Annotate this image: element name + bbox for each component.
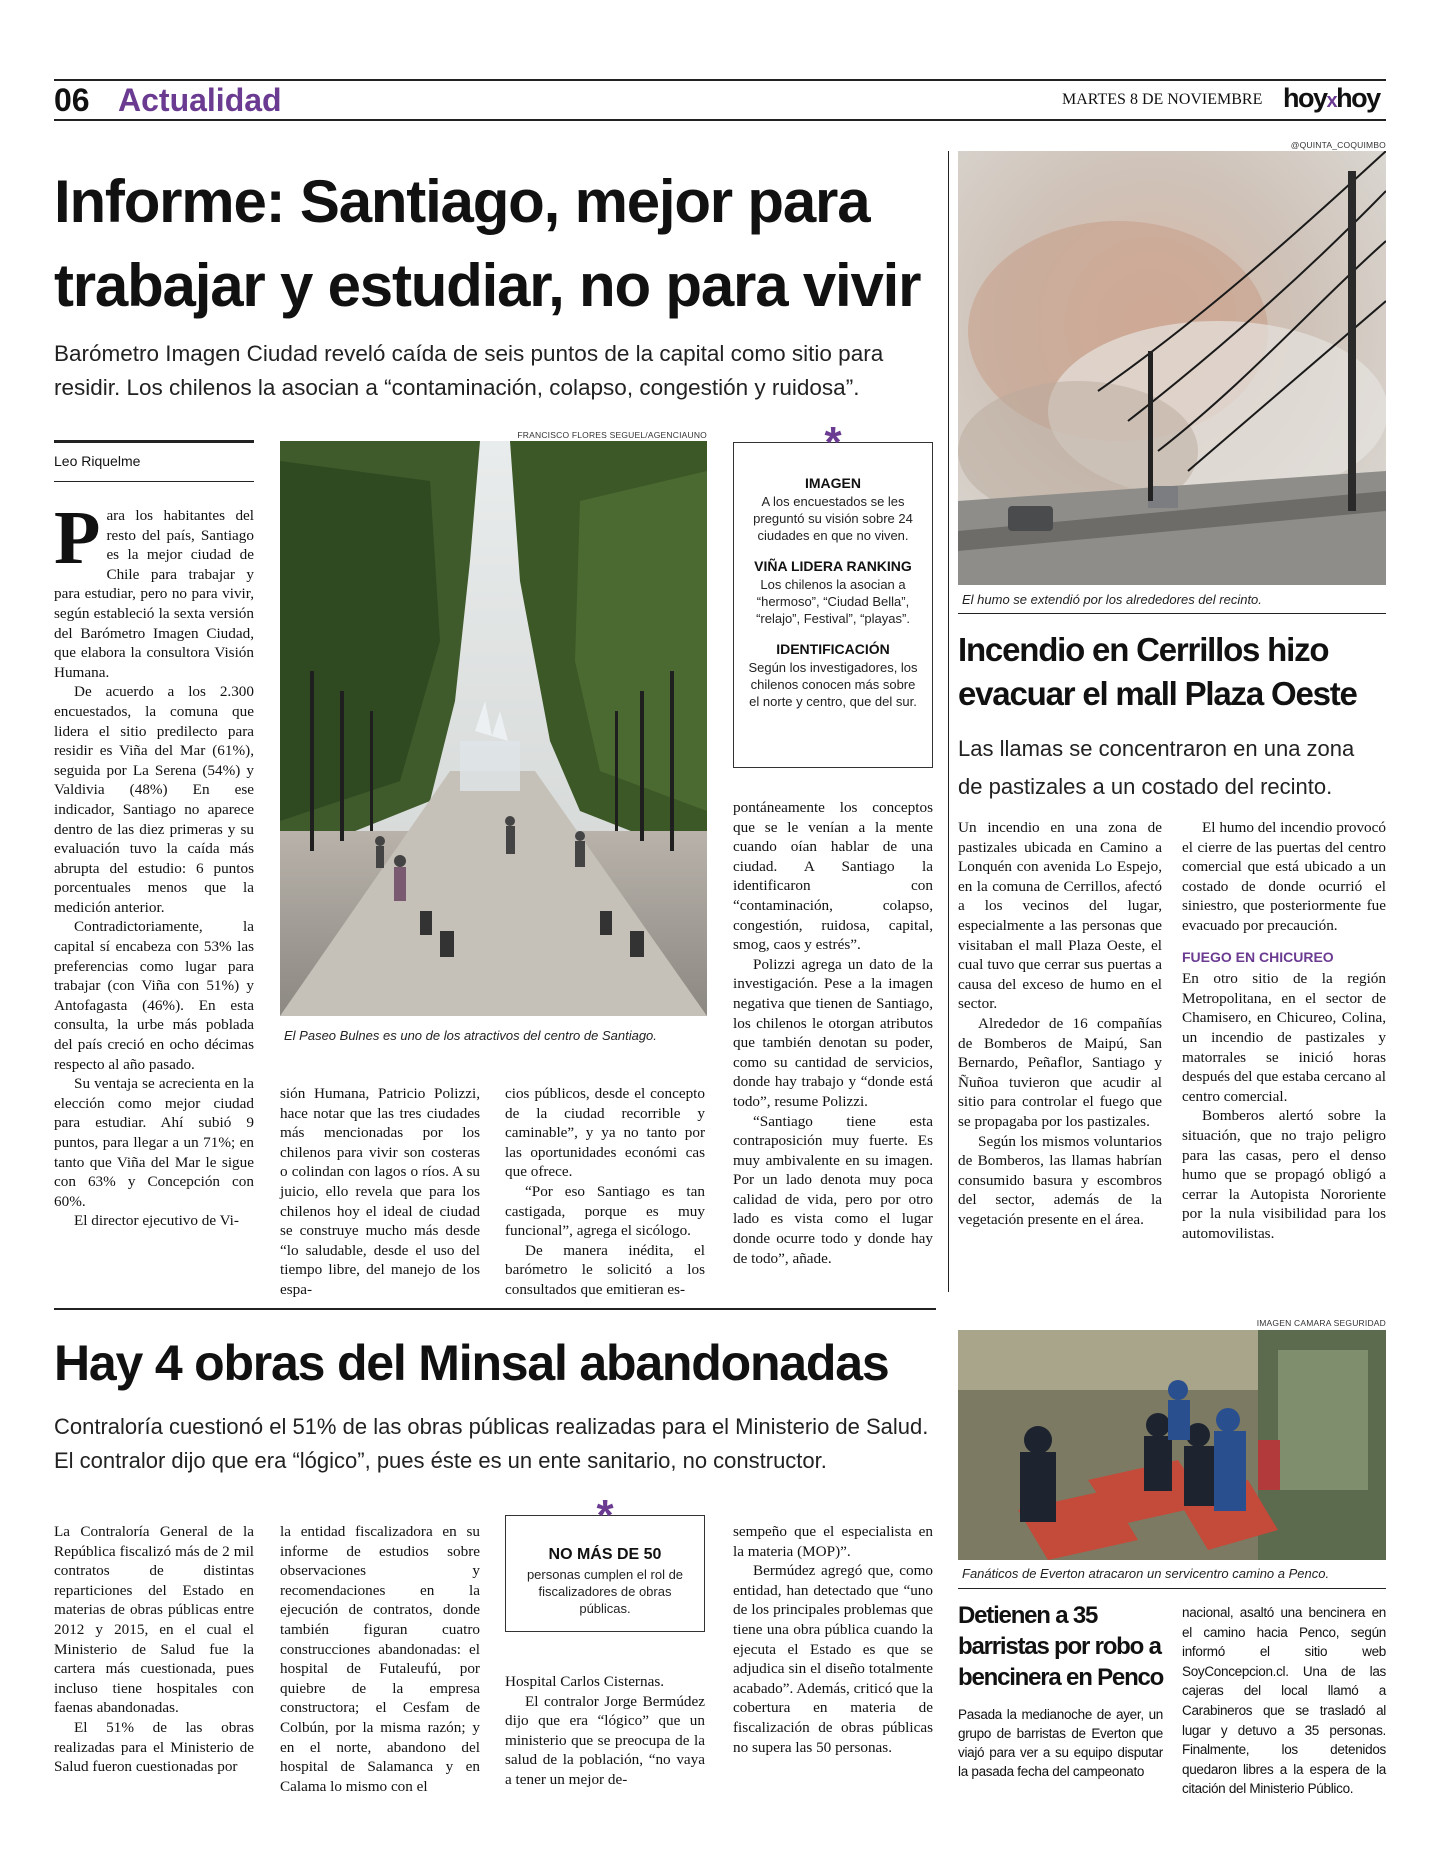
main-headline: Informe: Santiago, mejor para trabajar y estudiar, no para vivir — [54, 168, 921, 319]
fire-subhead: FUEGO EN CHICUREO — [1182, 948, 1334, 965]
dropcap: P — [54, 496, 101, 580]
minsal-headline: Hay 4 obras del Minsal abandonadas — [54, 1335, 889, 1391]
caption-rule — [958, 1588, 1386, 1589]
brand-logo: hoyxhoy — [1283, 83, 1380, 113]
sidebar-text: personas cumplen el rol de fiscalizadores de obras públicas. — [526, 1567, 684, 1616]
main-article-col1 — [54, 496, 254, 1231]
sidebar-item-text: A los encuestados se les preguntó su visión sobre 24 ciudades en que no viven. — [753, 494, 913, 543]
byline: Leo Riquelme — [54, 453, 141, 469]
fire-deck: Las llamas se concentraron en una zona de pastizales a un costado del recinto. — [958, 736, 1355, 799]
photo-credit: FRANCISCO FLORES SEGUEL/AGENCIAUNO — [517, 430, 707, 440]
paragraph: sempeño que el especialista en la materia (MOP)”. — [733, 1523, 933, 1560]
fire-photo-credit: @QUINTA_COQUIMBO — [1290, 140, 1386, 150]
paragraph: El humo del incendio provocó el cierre de las puertas del centro comercial que está ubicado a un costado de donde ocurrió el siniestro, que posteriormente fue evacuado por precaución. — [1182, 819, 1386, 934]
fire-photo-caption: El humo se extendió por los alrededores del recinto. — [962, 592, 1262, 607]
paragraph: De acuerdo a los 2.300 encuestados, la comuna que lidera el sitio predilecto para residir es Viña del Mar (61%), seguida por La Serena (54%) y Valdivia (48%) En ese indicador, Santiago no aparece dentro de las diez primeras y su evaluación tuvo la caída más abrupta del estudio: 6 puntos porcentuales menos que la medición anterior. — [54, 683, 254, 916]
main-article-col4 — [733, 798, 933, 1268]
header-bottom-rule — [54, 119, 1386, 121]
byline-rule — [54, 440, 254, 443]
everton-col1: Pasada la medianoche de ayer, un grupo de barristas de Everton que viajó para ver a su equipo disputar la pasada fecha del campeonato — [958, 1707, 1163, 1779]
page-number: 06 — [54, 82, 90, 118]
sidebar-item-text: Según los investigadores, los chilenos conocen más sobre el norte y centro, que del sur. — [748, 660, 918, 709]
paragraph: Alrededor de 16 compañías de Bomberos de Maipú, San Bernardo, Peñaflor, Santiago y Ñuñoa tuvieron que acudir al sitio para controlar el fuego que se propagaba por los pastizales. — [958, 1014, 1162, 1130]
everton-photo-caption: Fanáticos de Everton atracaron un servicentro camino a Penco. — [962, 1566, 1330, 1581]
paragraph: Bomberos alertó sobre la situación, que no trajo peligro para las casas, pero el denso humo que se propagó obligó a cerrar la Autopista Nororiente por la nula visibilidad para los automovilistas. — [1182, 1107, 1386, 1242]
paragraph: sión Humana, Patricio Polizzi, hace notar que las tres ciudades más mencionadas por los chilenos para vivir son costeras o colindan con lagos o ríos. A su juicio, ello revela que para los chilenos hoy el ideal de ciudad se construye mucho más desde “lo saludable, desde el uso del tiempo libre, del manejo de los espa- — [280, 1085, 480, 1298]
paragraph: cios públicos, desde el concepto de la ciudad recorrible y caminable”, y ya no tanto por las oportunidades económi cas que ofrece. — [505, 1085, 705, 1181]
minsal-article-col3 — [505, 1672, 705, 1790]
paragraph: Hospital Carlos Cisternas. — [505, 1673, 665, 1690]
paragraph: En otro sitio de la región Metropolitana, en el sector de Chamisero, en Chicureo, Colina, un incendio de pastizales y matorrales se inició horas después del que estaba cercano al centro comercial. — [1182, 970, 1386, 1105]
section-title: Actualidad — [118, 82, 282, 118]
paragraph: Contradictoriamente, la capital sí encabeza con 53% las preferencias como lugar para trabajar (con Viña con 51%) y Antofagasta (46%). En esta consulta, la urbe más poblada del país creció en ocho décimas respecto al año pasado. — [54, 918, 254, 1073]
paragraph: ara los habitantes del resto del país, Santiago es la mejor ciudad de Chile para trabajar y para estudiar, pero no para vivir, según estableció la sexta versión del Barómetro Imagen Ciudad, que elabora la consultora Visión Humana. — [54, 507, 254, 681]
byline-bottom-rule — [54, 481, 254, 482]
paragraph: Un incendio en una zona de pastizales ubicada en Camino a Lonquén con avenida Lo Espejo, en la comuna de Cerrillos, afectó a los vecinos del lugar, especialmente a las personas que visitaban el mall Plaza Oeste, el cual tuvo que cerrar sus puertas a causa del exceso de humo en el sector. — [958, 819, 1162, 1013]
main-sidebar-box — [733, 418, 933, 768]
sidebar-item-title: IMAGEN — [805, 475, 861, 491]
asterisk-icon: * — [824, 418, 842, 467]
paragraph: El director ejecutivo de Vi- — [74, 1212, 239, 1230]
paragraph: pontáneamente los conceptos que se le venían a la mente cuando oían hablar de una ciudad. A Santiago la identificaron con “contaminación, colapso, congestión, ruidosa, capital, smog, caos y estrés”. — [733, 799, 933, 954]
paragraph: Polizzi agrega un dato de la investigación. Pese a la imagen negativa que tienen de Santiago, los chilenos le otorgan atributos que también denotan su poder, como su cantidad de servicios, donde hay trabajo y “donde está todo”, resume Polizzi. — [733, 955, 933, 1110]
paragraph: Su ventaja se acrecienta en la elección como mejor ciudad para estudiar. Ahí subió 9 puntos, para llegar a un 71%; en tanto que Viña del Mar le sigue con 63% y Concepción con 60%. — [54, 1075, 254, 1210]
main-article-col3 — [505, 1084, 705, 1300]
paragraph: El 51% de las obras realizadas para el Ministerio de Salud fueron cuestionadas por — [54, 1718, 254, 1776]
fire-article-col2 — [1182, 818, 1386, 1243]
sidebar-title: NO MÁS DE 50 — [548, 1546, 662, 1563]
minsal-article-col2 — [280, 1522, 480, 1796]
asterisk-icon: * — [596, 1491, 614, 1540]
fire-headline: Incendio en Cerrillos hizo evacuar el mall Plaza Oeste — [958, 631, 1357, 712]
sidebar-item-title: IDENTIFICACIÓN — [776, 641, 890, 657]
fire-smoke-photo — [958, 151, 1386, 585]
column-divider — [948, 151, 949, 1292]
paragraph: “Por eso Santiago es tan castigada, porque es muy funcional”, agrega el sicólogo. — [505, 1182, 705, 1240]
paragraph: Bermúdez agregó que, como entidad, han detectado que “uno de los principales problemas que tiene una obra pública cuando la ejecuta el Estado es que se adjudica sin el diseño totalmente acabado”. Además, criticó que la cobertura en materia de fiscalización de obras públicas no supera las 50 personas. — [733, 1562, 933, 1756]
everton-photo-credit: IMAGEN CAMARA SEGURIDAD — [1256, 1318, 1386, 1328]
main-article-col2 — [280, 1084, 480, 1300]
paragraph: Según los mismos voluntarios de Bomberos, las llamas habrían consumido basura y escombros del sector, además de la vegetación presente en el área. — [958, 1132, 1162, 1228]
sidebar-item-text: Los chilenos la asocian a “hermoso”, “Ciudad Bella”, “relajo”, Festival”, “playas”. — [756, 577, 910, 626]
paragraph: la entidad fiscalizadora en su informe de estudios sobre observaciones y recomendaciones en la ejecución de contratos, donde también figuran cuatro construcciones abandonadas: el hospital de Futaleufú, por quiebre de la empresa constructora; el Cesfam de Colbún, por la misma razón; y en el norte, abandono del hospital de Salamanca y en Calama lo mismo con el — [280, 1523, 480, 1795]
fire-article-col1 — [958, 818, 1162, 1229]
header-top-rule — [54, 79, 1386, 81]
paragraph: “Santiago tiene esta contraposición muy fuerte. Es muy ambivalente en su imagen. Por un lado denota muy poca calidad de vida, pero por otro lado es vista como el lugar donde ocurre todo y donde hay de todo”, añade. — [733, 1112, 933, 1267]
photo-caption: El Paseo Bulnes es uno de los atractivos del centro de Santiago. — [284, 1028, 657, 1043]
minsal-deck: Contraloría cuestionó el 51% de las obras públicas realizadas para el Ministerio de Salud. El contralor dijo que era “lógico”, pues éste es un ente sanitario, no constructor. — [54, 1414, 929, 1473]
issue-date: MARTES 8 DE NOVIEMBRE — [1062, 91, 1263, 108]
paragraph: La Contraloría General de la República fiscalizó más de 2 mil contratos de distintas reparticiones del Estado en materias de obras públicas entre 2012 y 2015, en el cual el Ministerio de Salud fue la cartera más cuestionada, pues incluso tiene hospitales con faenas abandonadas. — [54, 1523, 254, 1717]
everton-headline: Detienen a 35 barristas por robo a bencinera en Penco — [958, 1602, 1164, 1691]
minsal-article-col4 — [733, 1522, 933, 1757]
everton-col2: nacional, asaltó una bencinera en el camino hacia Penco, según informó el sitio web SoyConcepcion.cl. Una de las cajeras del local llamó a Carabineros que se trasladó al lugar y detuvo a 35 personas. Finalmente, los detenidos quedaron libres a la espera de la citación del Ministerio Público. — [1182, 1605, 1386, 1797]
paseo-bulnes-photo — [280, 441, 707, 1016]
paragraph: El contralor Jorge Bermúdez dijo que era “lógico” que un ministerio que se preocupa de la salud de la población, “no vaya a tener un mejor de- — [505, 1692, 705, 1788]
caption-rule — [958, 613, 1386, 614]
sidebar-item-title: VIÑA LIDERA RANKING — [754, 558, 912, 574]
minsal-article-col1 — [54, 1522, 254, 1777]
section-separator — [54, 1308, 936, 1310]
main-deck: Barómetro Imagen Ciudad reveló caída de seis puntos de la capital como sitio para residir. Los chilenos la asocian a “contaminación, colapso, congestión y ruidosa”. — [54, 341, 884, 400]
minsal-sidebar-box — [505, 1491, 705, 1632]
security-camera-photo — [958, 1330, 1386, 1560]
paragraph: De manera inédita, el barómetro le solicitó a los consultados que emitieran es- — [505, 1241, 705, 1298]
